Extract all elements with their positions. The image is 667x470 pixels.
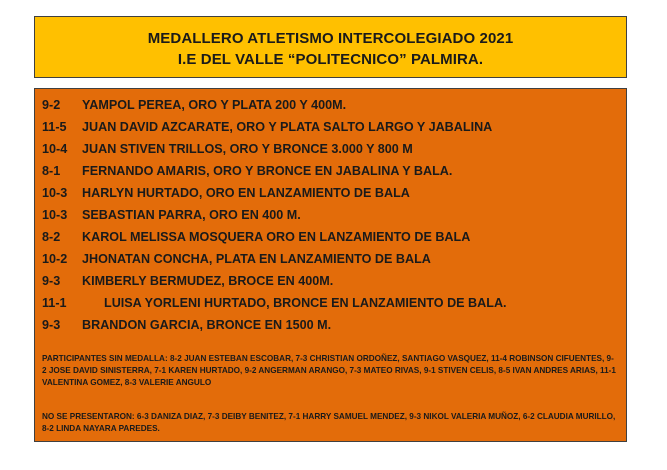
medal-text: FERNANDO AMARIS, ORO Y BRONCE EN JABALINA Y BALA.: [82, 164, 453, 178]
medal-text: JUAN STIVEN TRILLOS, ORO Y BRONCE 3.000 Y 800 M: [82, 142, 413, 156]
did-not-attend: NO SE PRESENTARON: 6-3 DANIZA DIAZ, 7-3 DEIBY BENITEZ, 7-1 HARRY SAMUEL MENDEZ, 9-3 NIKOL VALERIA MUÑOZ, 6-2 CLAUDIA MURILLO, 8-2 LINDA NAYARA PAREDES.: [42, 412, 616, 433]
medal-text: LUISA YORLENI HURTADO, BRONCE EN LANZAMIENTO DE BALA.: [104, 296, 507, 310]
title-line-2: I.E DEL VALLE “POLITECNICO” PALMIRA.: [177, 51, 484, 68]
medal-text: BRANDON GARCIA, BRONCE EN 1500 M.: [82, 318, 332, 332]
medal-row: [42, 182, 622, 204]
grade-label: 10-4: [42, 142, 68, 156]
medal-row: [42, 204, 622, 226]
medal-row: [42, 270, 622, 292]
grade-label: 9-2: [42, 98, 61, 112]
medal-row: [42, 138, 622, 160]
medal-panel: [34, 88, 627, 442]
grade-label: 11-1: [42, 296, 67, 310]
grade-label: 9-3: [42, 318, 61, 332]
grade-label: 9-3: [42, 274, 61, 288]
medal-text: KIMBERLY BERMUDEZ, BROCE EN 400M.: [82, 274, 334, 288]
grade-label: 8-1: [42, 164, 61, 178]
medal-text: SEBASTIAN PARRA, ORO EN 400 M.: [82, 208, 301, 222]
title-banner: [34, 16, 627, 78]
medal-text: HARLYN HURTADO, ORO EN LANZAMIENTO DE BALA: [82, 186, 410, 200]
medal-row: [42, 160, 622, 182]
grade-label: 10-2: [42, 252, 68, 266]
medal-list: [42, 94, 622, 336]
title-line-1: MEDALLERO ATLETISMO INTERCOLEGIADO 2021: [147, 30, 514, 47]
participants-without-medal: PARTICIPANTES SIN MEDALLA: 8-2 JUAN ESTEBAN ESCOBAR, 7-3 CHRISTIAN ORDOÑEZ, SANTIAGO VASQUEZ, 11-4 ROBINSON CIFUENTES, 9-2 JOSE DAVID SINISTERRA, 7-1 KAREN HURTADO, 9-2 ANGERMAN ARANGO, 7-3 MATEO RIVAS, 9-1 STIVEN CELIS, 8-5 IVAN ANDRES ARIAS, 11-1 VALENTINA GOMEZ, 8-3 VALERIE ANGULO: [42, 354, 616, 387]
medal-text: YAMPOL PEREA, ORO Y PLATA 200 Y 400M.: [82, 98, 347, 112]
medal-text: JHONATAN CONCHA, PLATA EN LANZAMIENTO DE BALA: [82, 252, 431, 266]
medal-row: [42, 226, 622, 248]
grade-label: 8-2: [42, 230, 61, 244]
medal-row: [42, 292, 622, 314]
medal-text: JUAN DAVID AZCARATE, ORO Y PLATA SALTO LARGO Y JABALINA: [82, 120, 493, 134]
medal-text: KAROL MELISSA MOSQUERA ORO EN LANZAMIENTO DE BALA: [82, 230, 471, 244]
grade-label: 10-3: [42, 208, 68, 222]
grade-label: 11-5: [42, 120, 67, 134]
medal-row: [42, 248, 622, 270]
medal-row: [42, 314, 622, 336]
medal-row: [42, 116, 622, 138]
grade-label: 10-3: [42, 186, 68, 200]
medal-row: [42, 94, 622, 116]
